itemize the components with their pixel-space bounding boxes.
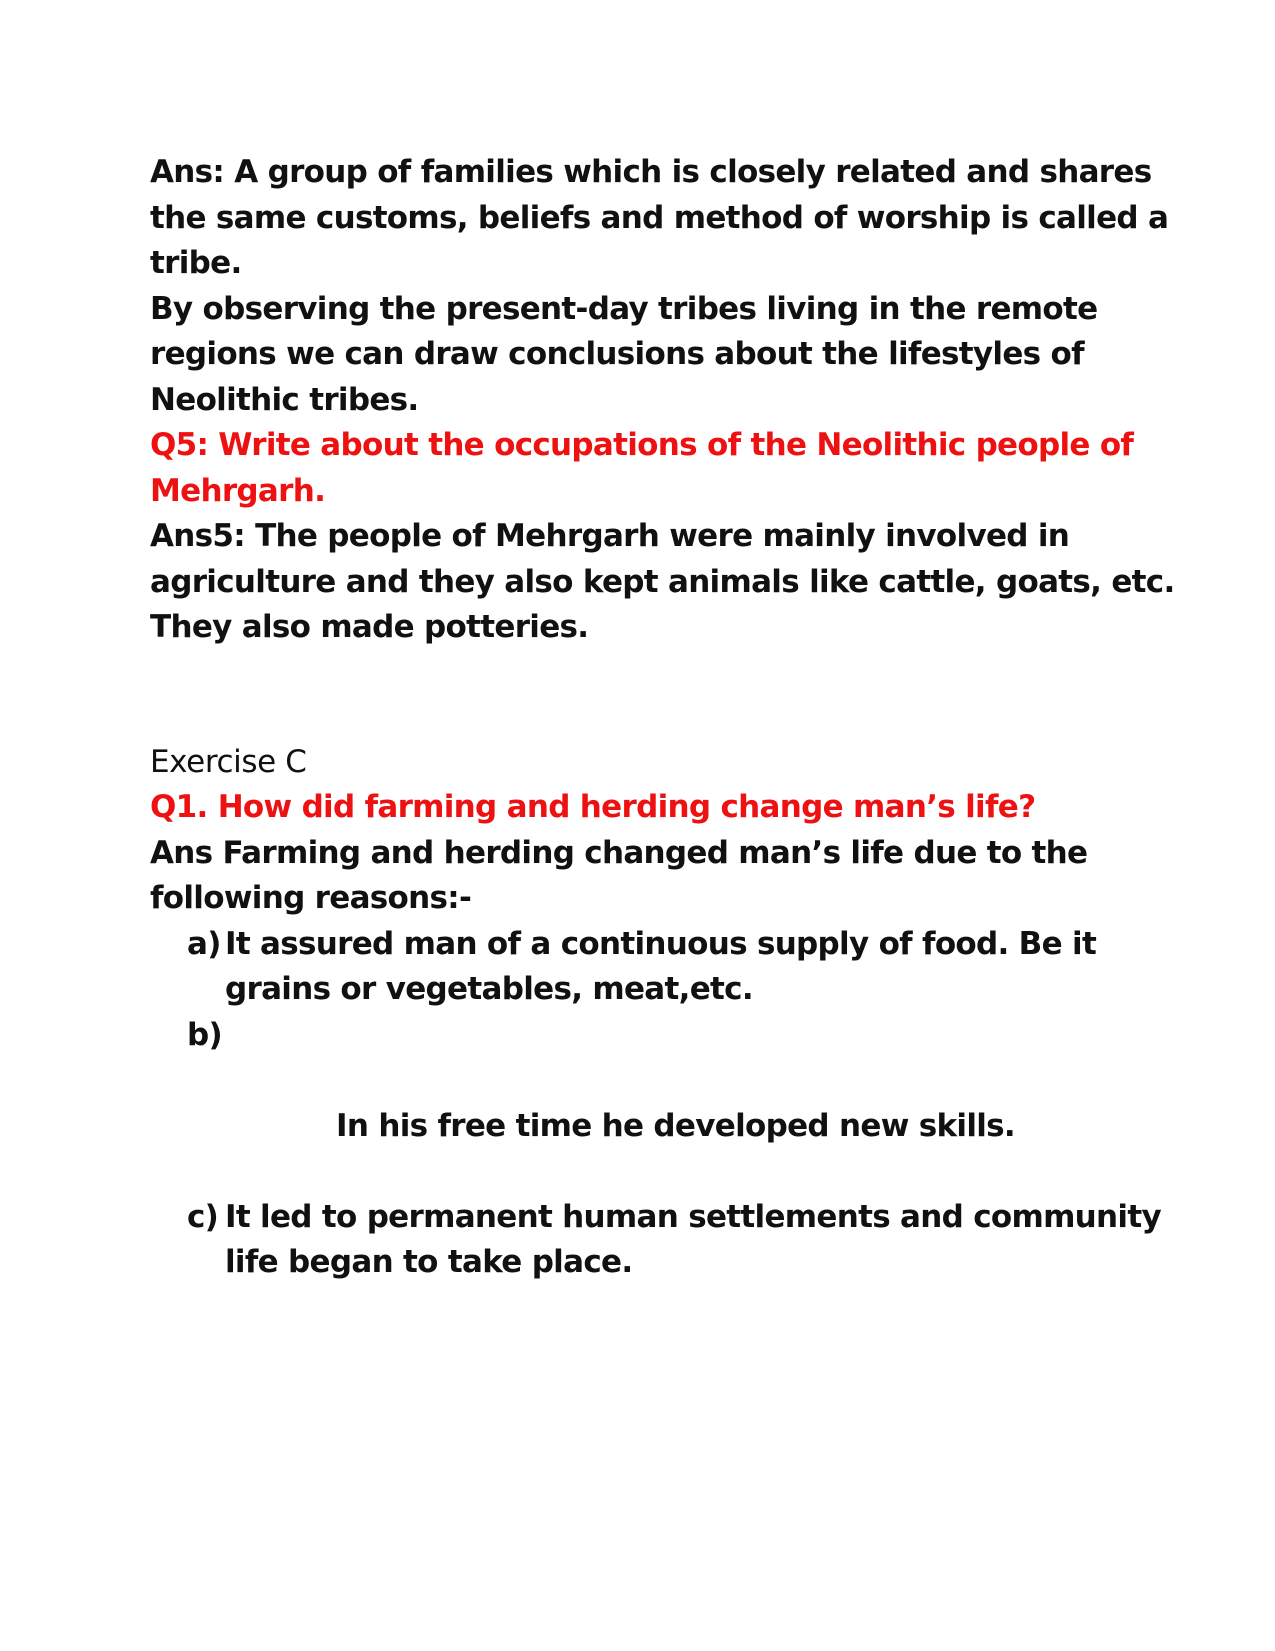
answer-1-intro (150, 831, 1150, 922)
answer-line: agriculture and they also kept animals like cattle, goats, etc. (150, 563, 1175, 600)
question-5 (150, 423, 1150, 514)
exercise-heading: Exercise C (150, 743, 307, 780)
list-item (150, 922, 1150, 1013)
list-item-text: grains or vegetables, meat,etc. (225, 971, 753, 1007)
answer-line: Ans Farming and herding changed man’s life due to the (150, 834, 1088, 871)
answer-line: They also made potteries. (150, 609, 589, 645)
answer-line: Ans5: The people of Mehrgarh were mainly involved in (150, 518, 1070, 554)
list-marker: a) (187, 925, 221, 962)
reasons-list (150, 922, 1161, 1286)
list-marker: b) (187, 1016, 222, 1053)
answer-line: the same customs, beliefs and method of worship is called a (150, 199, 1169, 236)
tribe-answer (150, 150, 1169, 423)
list-item-text: In his free time he developed new skills. (325, 1107, 1016, 1144)
answer-5 (150, 514, 1175, 651)
list-marker: c) (187, 1198, 219, 1235)
answer-line: Ans: A group of families which is closely related and shares (150, 154, 1152, 190)
answer-line: tribe. (150, 245, 242, 281)
list-item-text: life began to take place. (225, 1244, 633, 1280)
answer-line: Neolithic tribes. (150, 381, 419, 418)
list-item (150, 1195, 1161, 1286)
question-line: Q5: Write about the occupations of the Neolithic people of (150, 427, 1134, 463)
question-1: Q1. How did farming and herding change man’s life? (150, 789, 1036, 825)
answer-line: following reasons:- (150, 880, 472, 916)
question-line: Mehrgarh. (150, 472, 326, 509)
section-spacer (150, 651, 1150, 740)
answer-line: regions we can draw conclusions about the lifestyles of (150, 336, 1084, 372)
list-item-text: It led to permanent human settlements and community (225, 1198, 1161, 1235)
document-body (150, 150, 1175, 1286)
answer-line: By observing the present-day tribes living in the remote (150, 290, 1098, 327)
list-item (150, 1013, 1150, 1195)
list-item-text: It assured man of a continuous supply of food. Be it (225, 925, 1097, 962)
